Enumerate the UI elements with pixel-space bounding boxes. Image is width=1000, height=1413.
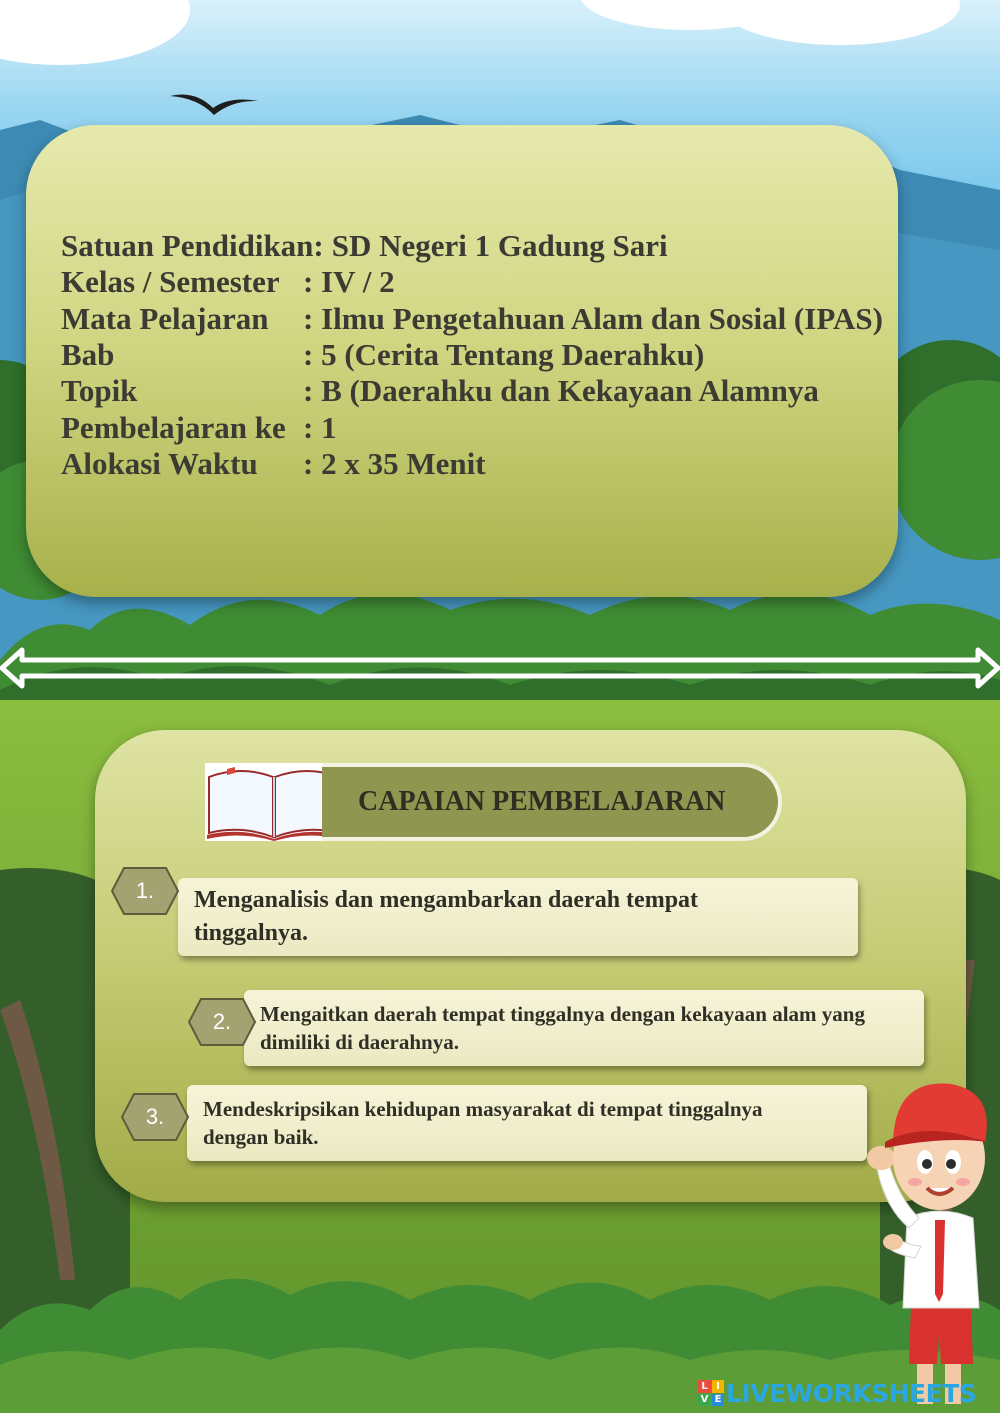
info-row	[61, 409, 883, 445]
identity-table	[61, 228, 883, 482]
info-row	[61, 264, 883, 300]
item-1-line-1: Menganalisis dan mengambarkan daerah tempat	[194, 887, 699, 913]
info-label: Kelas / Semester	[61, 264, 280, 300]
info-label: Pembelajaran ke	[61, 409, 286, 445]
capaian-title-text: CAPAIAN PEMBELAJARAN	[358, 786, 726, 817]
info-label: Mata Pelajaran	[61, 300, 269, 336]
item-1-number: 1.	[135, 878, 155, 903]
info-label: Bab	[61, 337, 115, 373]
item-2-line-1: Mengaitkan daerah tempat tinggalnya dengan kekayaan alam yang	[260, 1002, 865, 1026]
info-value: : B (Daerahku dan Kekayaan Alamnya	[303, 373, 819, 409]
capaian-item-3	[187, 1085, 867, 1161]
capaian-item-1	[178, 878, 858, 956]
watermark-text: LIVEWORKSHEETS	[726, 1378, 977, 1408]
info-value: : 2 x 35 Menit	[303, 445, 486, 481]
item-2-number: 2.	[212, 1009, 232, 1034]
item-3-line-1: Mendeskripsikan kehidupan masyarakat di tempat tinggalnya	[203, 1097, 763, 1121]
info-value: : IV / 2	[303, 264, 395, 300]
capaian-item-2	[244, 990, 924, 1066]
info-value: : 5 (Cerita Tentang Daerahku)	[303, 337, 705, 373]
info-row	[61, 228, 883, 264]
item-1-line-2: tinggalnya.	[194, 920, 309, 946]
info-value: : Ilmu Pengetahuan Alam dan Sosial (IPAS)	[303, 300, 883, 336]
info-row	[61, 373, 883, 409]
liveworksheets-watermark	[698, 1376, 976, 1410]
info-label: Topik	[61, 373, 138, 409]
item-2-number-badge	[187, 997, 257, 1047]
item-3-line-2: dengan baik.	[203, 1125, 319, 1149]
item-2-line-2: dimiliki di daerahnya.	[260, 1030, 459, 1054]
info-label: Alokasi Waktu	[61, 445, 258, 481]
info-label: Satuan Pendidikan:	[61, 228, 324, 264]
info-row	[61, 301, 883, 337]
info-row	[61, 446, 883, 482]
item-3-number: 3.	[145, 1104, 165, 1129]
boy-mascot-icon	[855, 1058, 995, 1408]
item-1-number-badge	[110, 866, 180, 916]
liveworksheets-logo-icon: L I V E	[698, 1380, 724, 1406]
info-value: : 1	[303, 409, 337, 445]
info-row	[61, 337, 883, 373]
capaian-title	[322, 763, 782, 841]
info-value: SD Negeri 1 Gadung Sari	[331, 228, 668, 264]
item-3-number-badge	[120, 1092, 190, 1142]
